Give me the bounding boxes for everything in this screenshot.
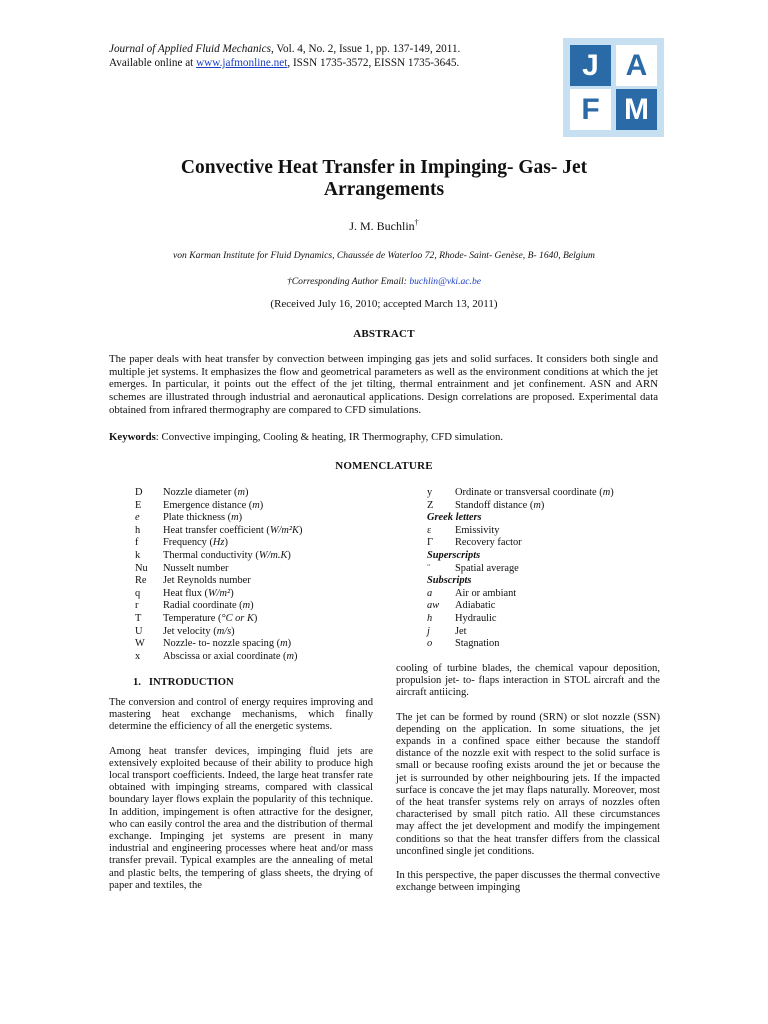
nom-row: h Hydraulic	[427, 612, 497, 624]
introduction-heading: 1. INTRODUCTION	[133, 677, 234, 688]
body-left-column	[109, 697, 373, 904]
body-right-column	[396, 663, 660, 906]
jafm-logo	[563, 38, 664, 137]
nom-row: Re Jet Reynolds number	[135, 575, 251, 587]
nom-row: h Heat transfer coefficient ( W/m²K )	[135, 524, 303, 536]
keywords: Keywords: Convective impinging, Cooling & heating, IR Thermography, CFD simulation.	[109, 431, 504, 443]
nom-row: o Stagnation	[427, 638, 500, 650]
nom-row: U Jet velocity ( m/s )	[135, 625, 235, 637]
author-mark: †	[414, 218, 419, 227]
affiliation: von Karman Institute for Fluid Dynamics, Chaussée de Waterloo 72, Rhode- Saint- Genèse, B- 1640, Belgium	[173, 250, 595, 261]
author-line	[0, 218, 768, 234]
logo-letter-j: J	[570, 45, 611, 86]
corresponding-email[interactable]: buchlin@vki.ac.be	[409, 276, 482, 287]
availability-line: Available online at www.jafmonline.net, ISSN 1735-3572, EISSN 1735-3645.	[109, 57, 460, 69]
intro-paragraph: The jet can be formed by round (SRN) or slot nozzle (SSN) depending on the application. In some situations, the jet expands in a confined space either because the standoff distance of the nozzle exit with respect to the solid surface is small or because roofing exists around the jet or because the jet is surrounded by other neighbouring jets. If the impacted surface is concave the jet may flaps naturally. Moreover, most of the heat transfer systems rely on arrays of nozzles often characterised by small pitch ratio. All these circumstances may affect the jet development and modify the impingement conditions so that the heat transfer differs from the classical unconfined single jet conditions.	[396, 711, 660, 857]
nom-row: x Abscissa or axial coordinate ( m )	[135, 650, 298, 662]
intro-paragraph: Among heat transfer devices, impinging fluid jets are extensively exploited because of their ability to produce high local transport coefficients. Indeed, the large heat transfer rate obtained with impinging streams, compared with classical boundary layer flows explain the popularity of this technique. In addition, impingement is often attractive for the designer, who can easily control the area and the distribution of thermal exchange. Impinging jet systems are present in many industrial and engineering processes where heat and/or mass transfer prevail. Typical examples are the annealing of metal and plastic belts, the tempering of glass sheets, the drying of paper and textiles, the	[109, 745, 373, 891]
nom-row: aw Adiabatic	[427, 600, 496, 612]
intro-paragraph: cooling of turbine blades, the chemical vapour deposition, propulsion jet- to- flaps interaction in STOL aircraft and the aircraft antiicing.	[396, 663, 660, 699]
intro-paragraph: In this perspective, the paper discusses the thermal convective exchange between impinging	[396, 870, 660, 894]
keywords-label: Keywords	[109, 431, 156, 443]
nom-row: r Radial coordinate ( m )	[135, 600, 254, 612]
nom-row: ¨ Spatial average	[427, 562, 519, 574]
journal-citation: Journal of Applied Fluid Mechanics, Vol. 4, No. 2, Issue 1, pp. 137-149, 2011.	[109, 43, 461, 55]
nom-row: k Thermal conductivity ( W/m.K )	[135, 549, 291, 561]
nomenclature-heading: NOMENCLATURE	[335, 460, 433, 472]
subscripts-label: Subscripts	[427, 575, 472, 587]
nom-row: Γ Recovery factor	[427, 537, 522, 549]
greek-letters-label: Greek letters	[427, 512, 482, 524]
nom-row: ε Emissivity	[427, 524, 500, 536]
nom-row: W Nozzle- to- nozzle spacing ( m )	[135, 638, 292, 650]
received-dates: (Received July 16, 2010; accepted March 13, 2011)	[270, 298, 498, 310]
nom-row: Nu Nusselt number	[135, 562, 229, 574]
nom-row: T Temperature ( °C or K )	[135, 612, 258, 624]
logo-letter-f: F	[570, 89, 611, 130]
nom-row: Z Standoff distance ( m )	[427, 499, 545, 511]
nom-row: q Heat flux ( W/m² )	[135, 587, 234, 599]
nom-row: e Plate thickness ( m )	[135, 512, 243, 524]
nom-row: f Frequency ( Hz )	[135, 537, 228, 549]
author-name: J. M. Buchlin	[349, 219, 415, 233]
journal-header	[109, 42, 549, 70]
superscripts-label: Superscripts	[427, 549, 481, 561]
nom-row: a Air or ambiant	[427, 587, 517, 599]
nom-row: y Ordinate or transversal coordinate ( m )	[427, 487, 614, 498]
nom-row: E Emergence distance ( m )	[135, 499, 264, 511]
logo-letter-a: A	[616, 45, 657, 86]
journal-name: Journal of Applied Fluid Mechanics	[109, 43, 271, 55]
logo-letter-m: M	[616, 89, 657, 130]
corresponding-author: †Corresponding Author Email: buchlin@vki.ac.be	[286, 276, 482, 287]
nomenclature-right	[427, 487, 667, 651]
intro-paragraph: The conversion and control of energy requires improving and mastering heat exchange mechanisms, which finally determine the efficiency of all the energetic systems.	[109, 697, 373, 733]
nomenclature-left	[135, 487, 395, 663]
paper-title: Convective Heat Transfer in Impinging- Gas- Jet Arrangements	[180, 157, 588, 200]
nom-row: D Nozzle diameter ( m )	[135, 487, 249, 498]
abstract-heading: ABSTRACT	[353, 328, 415, 340]
nom-row: j Jet	[427, 625, 467, 637]
journal-url-link[interactable]: www.jafmonline.net	[196, 57, 288, 69]
abstract-text: The paper deals with heat transfer by convection between impinging gas jets and solid surfaces. It considers both single and multiple jet systems. It emphasizes the flow and geometrical parameters as well as the environment conditions at which the jet emerges. In particular, it points out the effect of the jet tilting, thermal entrainment and jet confinement. ASN and ARN schemes are illustrated through industrial and aeronautical applications. Design correlations are proposed. Experimental data obtained from infrared thermography are compared to CFD simulations.	[109, 353, 658, 416]
